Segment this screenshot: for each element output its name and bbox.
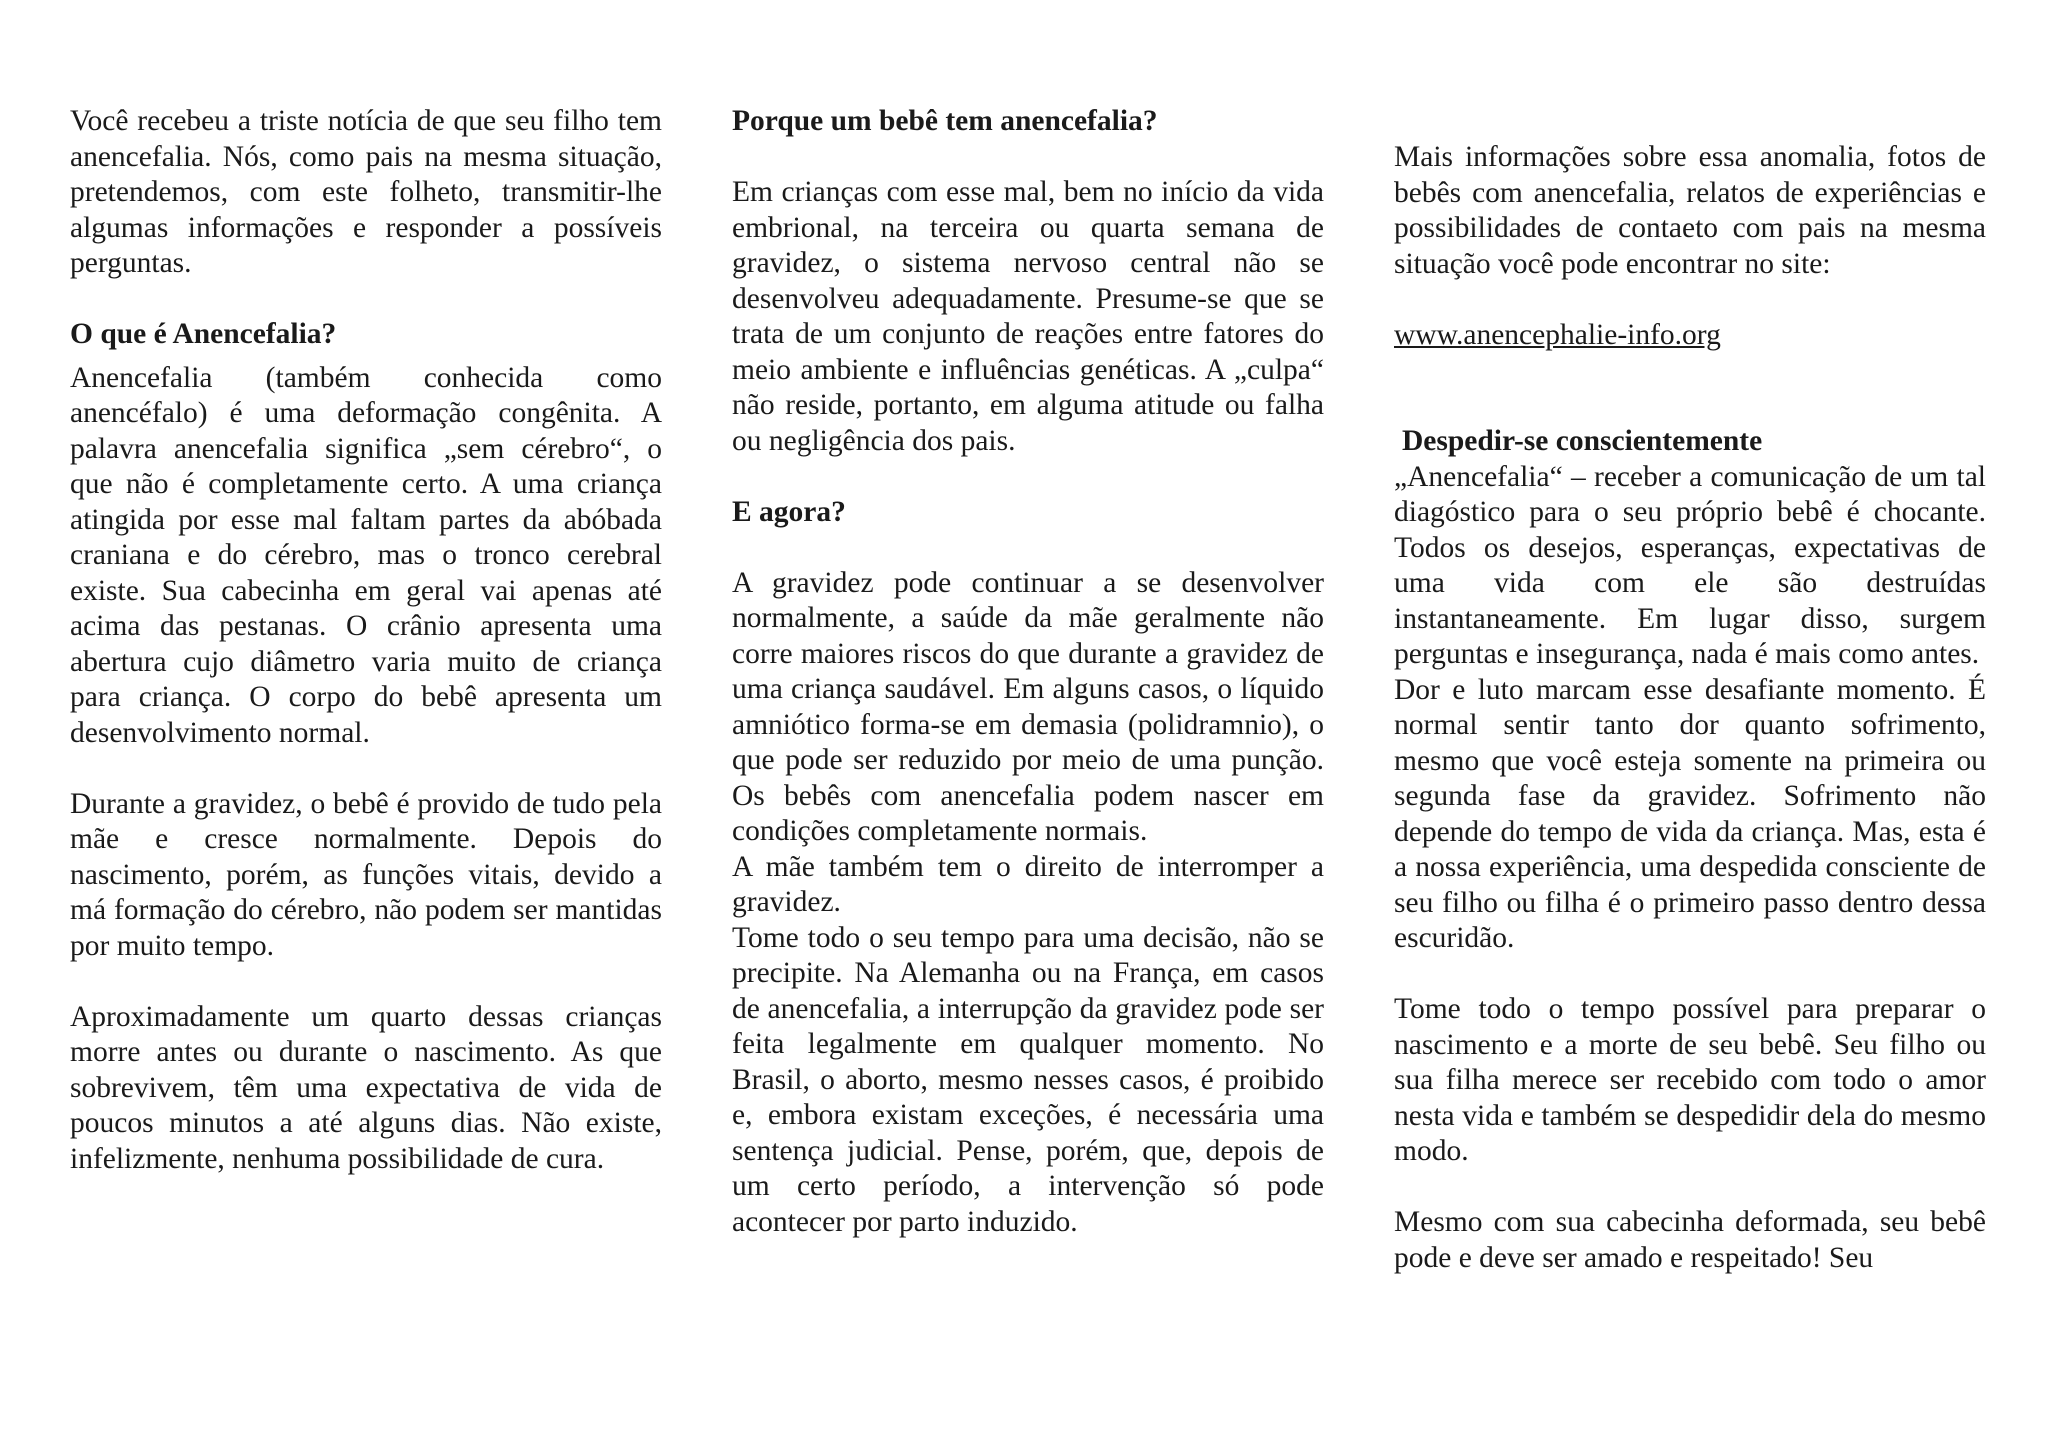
love-respect-paragraph: Mesmo com sua cabecinha deformada, seu bebê pode e deve ser amado e respeitado! Seu (1394, 1206, 1986, 1274)
pregnancy-paragraph: Durante a gravidez, o bebê é provido de tudo pela mãe e cresce normalmente. Depois do nascimento, porém, as funções vitais, devido a má formação do cérebro, não podem ser mantidas por muito tempo. (70, 787, 662, 962)
prognosis-paragraph: Aproximadamente um quarto dessas crianças morre antes ou durante o nascimento. As que sobrevivem, têm uma expectativa de vida de poucos minutos a até alguns dias. Não existe, infelizmente, nenhuma possibilidade de cura. (70, 1000, 662, 1175)
more-info-paragraph: Mais informações sobre essa anomalia, fotos de bebês com anencefalia, relatos de experiências e possibilidades de contaeto com pais na mesma situação você pode encontrar no site: (1394, 141, 1986, 280)
heading-what-is-anencephaly: O que é Anencefalia? (70, 318, 337, 350)
decision-paragraph: Tome todo o seu tempo para uma decisão, não se precipite. Na Alemanha ou na França, em casos de anencefalia, a interrupção da gravidez pode ser feita legalmente em qualquer momento. No Brasil, o aborto, mesmo nesses casos, é proibido e, embora existam exceções, é necessária uma sentença judicial. Pense, porém, que, depois de um certo período, a intervenção só pode acontecer por parto induzido. (732, 921, 1324, 1238)
diagnosis-shock-paragraph: „Anencefalia“ – receber a comunicação de um tal diagóstico para o seu próprio bebê é chocante. Todos os desejos, esperanças, expectativas de uma vida com ele são destruídas instantaneamente. Em lugar disso, surgem perguntas e insegurança, nada é mais como antes. (1394, 460, 1986, 670)
column-2 (732, 104, 1324, 1240)
column-1 (70, 104, 662, 1177)
interruption-right-paragraph: A mãe também tem o direito de interromper a gravidez. (732, 850, 1324, 918)
heading-and-now: E agora? (732, 495, 846, 528)
heading-farewell: Despedir-se conscientemente (1402, 425, 1763, 457)
intro-paragraph: Você recebeu a triste notícia de que seu filho tem anencefalia. Nós, como pais na mesma situação, pretendemos, com este folheto, transmitir-lhe algumas informações e responder a possíveis perguntas. (70, 105, 662, 279)
definition-paragraph: Anencefalia (também conhecida como anencéfalo) é uma deformação congênita. A palavra anencefalia significa „sem cérebro“, o que não é completamente certo. A uma criança atingida por esse mal faltam partes da abóbada craniana e do cérebro, mas o tronco cerebral existe. Sua cabecinha em geral vai apenas até acima das pestanas. O crânio apresenta uma abertura cujo diâmetro varia muito de criança para criança. O corpo do bebê apresenta um desenvolvimento normal. (70, 361, 662, 749)
column-3 (1394, 140, 1986, 1276)
grief-paragraph: Dor e luto marcam esse desafiante momento. É normal sentir tanto dor quanto sofrimento, mesmo que você esteja somente na primeira ou segunda fase da gravidez. Sofrimento não depende do tempo de vida da criança. Mas, esta é a nossa experiência, uma despedida consciente de seu filho ou filha é o primeiro passo dentro dessa escuridão. (1394, 673, 1986, 954)
heading-why-anencephaly: Porque um bebê tem anencefalia? (732, 105, 1158, 137)
causes-paragraph: Em crianças com esse mal, bem no início da vida embrional, na terceira ou quarta semana de gravidez, o sistema nervoso central não se desenvolveu adequadamente. Presume-se que se trata de um conjunto de reações entre fatores do meio ambiente e influências genéticas. A „culpa“ não reside, portanto, em alguma atitude ou falha ou negligência dos pais. (732, 176, 1324, 457)
continuation-paragraph: A gravidez pode continuar a se desenvolver normalmente, a saúde da mãe geralmente não corre maiores riscos do que durante a gravidez de uma criança saudável. Em alguns casos, o líquido amniótico forma-se em demasia (polidramnio), o que pode ser reduzido por meio de uma punção. Os bebês com anencefalia podem nascer em condições completamente normais. (732, 566, 1324, 847)
website-link[interactable]: www.anencephalie-info.org (1394, 318, 1721, 351)
preparation-paragraph: Tome todo o tempo possível para preparar o nascimento e a morte de seu bebê. Seu filho ou sua filha merece ser recebido com todo o amor nesta vida e também se despedidir dela do mesmo modo. (1394, 993, 1986, 1167)
